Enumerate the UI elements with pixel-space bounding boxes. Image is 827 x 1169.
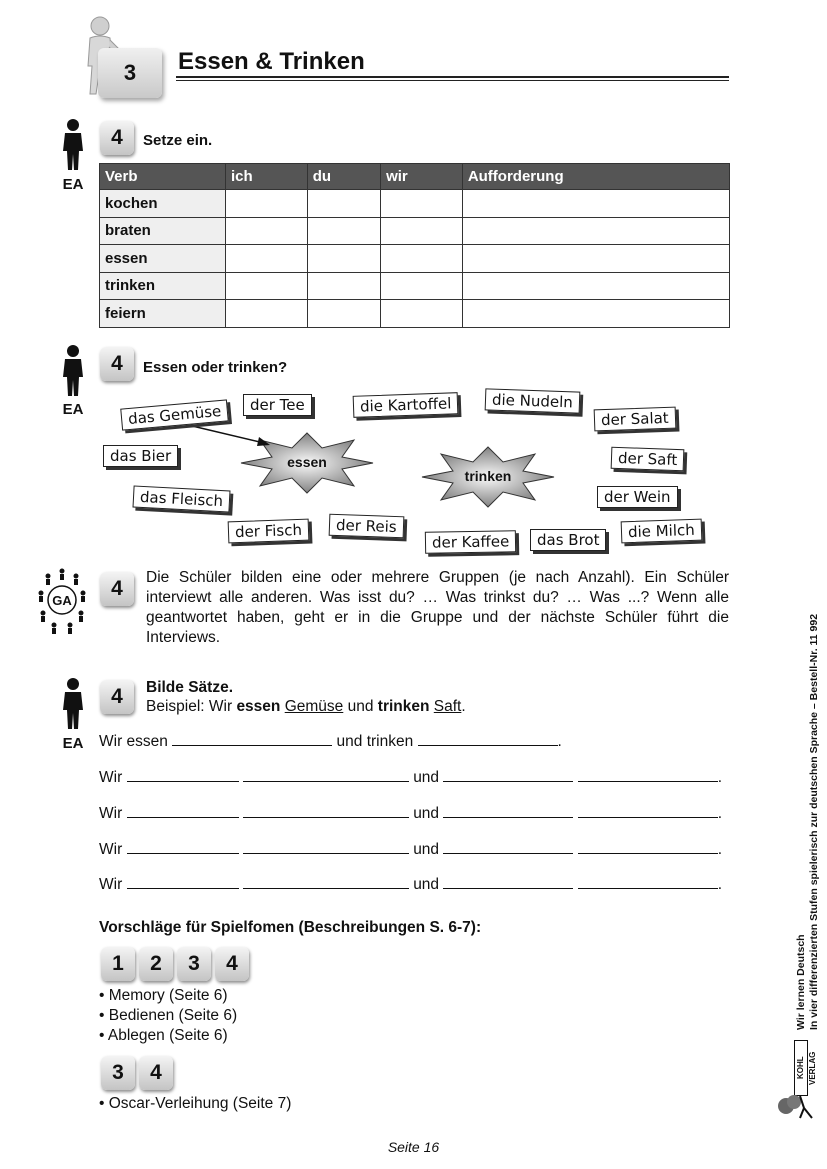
- verb-cell: kochen: [100, 190, 226, 218]
- example-verb: essen: [236, 698, 281, 715]
- task-title: Setze ein.: [143, 132, 213, 149]
- tree-logo-icon: [776, 1092, 814, 1120]
- blank-cell[interactable]: [226, 272, 308, 300]
- line-start: Wir: [99, 769, 123, 786]
- blank-line[interactable]: [243, 804, 409, 818]
- word-card[interactable]: die Milch: [621, 519, 702, 544]
- table-row: [100, 217, 730, 245]
- column-header: du: [307, 164, 380, 190]
- single-person-icon: [60, 677, 86, 731]
- column-header: Aufforderung: [462, 164, 729, 190]
- sentence-line: [99, 875, 722, 894]
- sentence-line: [99, 768, 722, 787]
- blank-cell[interactable]: [307, 272, 380, 300]
- blank-line[interactable]: [127, 768, 239, 782]
- blank-cell[interactable]: [226, 300, 308, 328]
- blank-line[interactable]: [443, 840, 573, 854]
- word-card[interactable]: der Salat: [594, 407, 676, 432]
- blank-line[interactable]: [127, 875, 239, 889]
- example-object: Gemüse: [284, 698, 344, 715]
- verb-cell: braten: [100, 217, 226, 245]
- blank-cell[interactable]: [307, 300, 380, 328]
- verb-cell: feiern: [100, 300, 226, 328]
- list-item: • Memory (Seite 6): [99, 987, 228, 1004]
- word-card[interactable]: das Fleisch: [132, 485, 230, 512]
- table-row: [100, 272, 730, 300]
- word-card[interactable]: die Kartoffel: [353, 392, 459, 418]
- word-card[interactable]: der Saft: [611, 447, 685, 472]
- word-card[interactable]: das Gemüse: [120, 399, 229, 430]
- verb-table: [99, 163, 730, 328]
- level-cube: 4: [139, 1056, 173, 1090]
- example-und: und: [343, 698, 378, 715]
- blank-line[interactable]: [172, 732, 332, 746]
- blank-cell[interactable]: [307, 190, 380, 218]
- line-und: und trinken: [336, 733, 414, 750]
- task-title: Essen oder trinken?: [143, 359, 288, 376]
- word-card[interactable]: der Reis: [329, 514, 404, 539]
- table-row: [100, 190, 730, 218]
- blank-cell[interactable]: [307, 217, 380, 245]
- level-cube: 1: [101, 947, 135, 981]
- word-card[interactable]: das Brot: [530, 529, 606, 551]
- example-prefix: Beispiel: Wir: [146, 698, 237, 715]
- word-card[interactable]: die Nudeln: [485, 388, 581, 413]
- ga-label: GA: [52, 593, 72, 608]
- line-start: Wir: [99, 841, 123, 858]
- line-und: und: [413, 841, 440, 858]
- ea-label: EA: [62, 176, 84, 193]
- star-label-trinken: trinken: [464, 468, 512, 484]
- line-start: Wir essen: [99, 733, 168, 750]
- level-cube: 4: [100, 572, 134, 606]
- star-label-essen: essen: [287, 454, 327, 470]
- page-title: Essen & Trinken: [178, 48, 365, 75]
- blank-cell[interactable]: [462, 300, 729, 328]
- ea-label: EA: [62, 735, 84, 752]
- level-cube: 4: [100, 121, 134, 155]
- level-cube: 3: [101, 1056, 135, 1090]
- sentence-line: [99, 804, 722, 823]
- blank-cell[interactable]: [381, 245, 463, 273]
- level-cube: 4: [215, 947, 249, 981]
- title-underline-thin: [176, 80, 729, 81]
- blank-line[interactable]: [578, 768, 718, 782]
- list-item: • Ablegen (Seite 6): [99, 1027, 228, 1044]
- blank-line[interactable]: [443, 768, 573, 782]
- side-line: Wir lernen Deutsch: [795, 934, 807, 1030]
- blank-line[interactable]: [578, 804, 718, 818]
- level-cube: 4: [100, 347, 134, 381]
- title-underline: [176, 76, 729, 78]
- task-instructions: Die Schüler bilden eine oder mehrere Gruppen (je nach Anzahl). Ein Schüler interviewt alle anderen. Was isst du? … Was trinkst du? … Was ...? Wenn alle geantwortet haben, geht er in die Gruppe und der nächste Schüler führt die Interviews.: [146, 569, 729, 646]
- level-cube: 2: [139, 947, 173, 981]
- example-sentence: [146, 698, 466, 716]
- arrow-icon: [186, 422, 272, 448]
- line-end: .: [717, 805, 722, 822]
- ea-label: EA: [62, 401, 84, 418]
- blank-cell[interactable]: [226, 245, 308, 273]
- blank-cell[interactable]: [381, 272, 463, 300]
- blank-cell[interactable]: [462, 245, 729, 273]
- column-header: wir: [381, 164, 463, 190]
- sentence-line: [99, 732, 562, 751]
- single-person-icon: [60, 118, 86, 172]
- blank-cell[interactable]: [381, 217, 463, 245]
- table-row: [100, 300, 730, 328]
- page-number: Seite 16: [387, 1139, 440, 1155]
- table-row: [100, 245, 730, 273]
- line-end: .: [717, 769, 722, 786]
- line-end: .: [557, 733, 562, 750]
- blank-line[interactable]: [443, 804, 573, 818]
- line-start: Wir: [99, 805, 123, 822]
- blank-line[interactable]: [243, 768, 409, 782]
- side-line: In vier differenzierten Stufen spielerisch zur deutschen Sprache – Bestell-Nr. 11 992: [808, 613, 820, 1030]
- verb-cell: essen: [100, 245, 226, 273]
- blank-cell[interactable]: [307, 245, 380, 273]
- word-card[interactable]: der Kaffee: [425, 530, 517, 554]
- list-item: • Bedienen (Seite 6): [99, 1007, 238, 1024]
- line-und: und: [413, 805, 440, 822]
- blank-cell[interactable]: [462, 272, 729, 300]
- example-object: Saft: [433, 698, 462, 715]
- verb-cell: trinken: [100, 272, 226, 300]
- blank-line[interactable]: [127, 840, 239, 854]
- single-person-icon: [60, 344, 86, 398]
- line-und: und: [413, 876, 440, 893]
- blank-cell[interactable]: [462, 190, 729, 218]
- blank-line[interactable]: [578, 875, 718, 889]
- side-publisher-text: [795, 614, 821, 1030]
- example-verb: trinken: [377, 698, 430, 715]
- word-card[interactable]: der Tee: [243, 394, 312, 416]
- column-header: Verb: [100, 164, 226, 190]
- example-end: .: [461, 698, 466, 715]
- suggestions-title: Vorschläge für Spielfomen (Beschreibungen S. 6-7):: [99, 919, 482, 936]
- word-card[interactable]: der Wein: [597, 486, 678, 508]
- blank-line[interactable]: [418, 732, 558, 746]
- line-und: und: [413, 769, 440, 786]
- level-cube: 4: [100, 680, 134, 714]
- blank-line[interactable]: [127, 804, 239, 818]
- list-item: • Oscar-Verleihung (Seite 7): [99, 1095, 292, 1112]
- line-end: .: [717, 876, 722, 893]
- word-card[interactable]: der Fisch: [228, 519, 310, 544]
- blank-line[interactable]: [243, 840, 409, 854]
- publisher-logo: KOHL VERLAG: [794, 1040, 808, 1096]
- blank-line[interactable]: [243, 875, 409, 889]
- blank-cell[interactable]: [226, 190, 308, 218]
- line-end: .: [717, 841, 722, 858]
- column-header: ich: [226, 164, 308, 190]
- task-title: Bilde Sätze.: [146, 679, 233, 696]
- blank-cell[interactable]: [226, 217, 308, 245]
- blank-cell[interactable]: [381, 190, 463, 218]
- blank-line[interactable]: [443, 875, 573, 889]
- chapter-number-box: 3: [98, 48, 162, 98]
- level-cube: 3: [177, 947, 211, 981]
- blank-cell[interactable]: [462, 217, 729, 245]
- blank-cell[interactable]: [381, 300, 463, 328]
- blank-line[interactable]: [578, 840, 718, 854]
- word-card[interactable]: das Bier: [103, 445, 178, 467]
- line-start: Wir: [99, 876, 123, 893]
- sentence-line: [99, 840, 722, 859]
